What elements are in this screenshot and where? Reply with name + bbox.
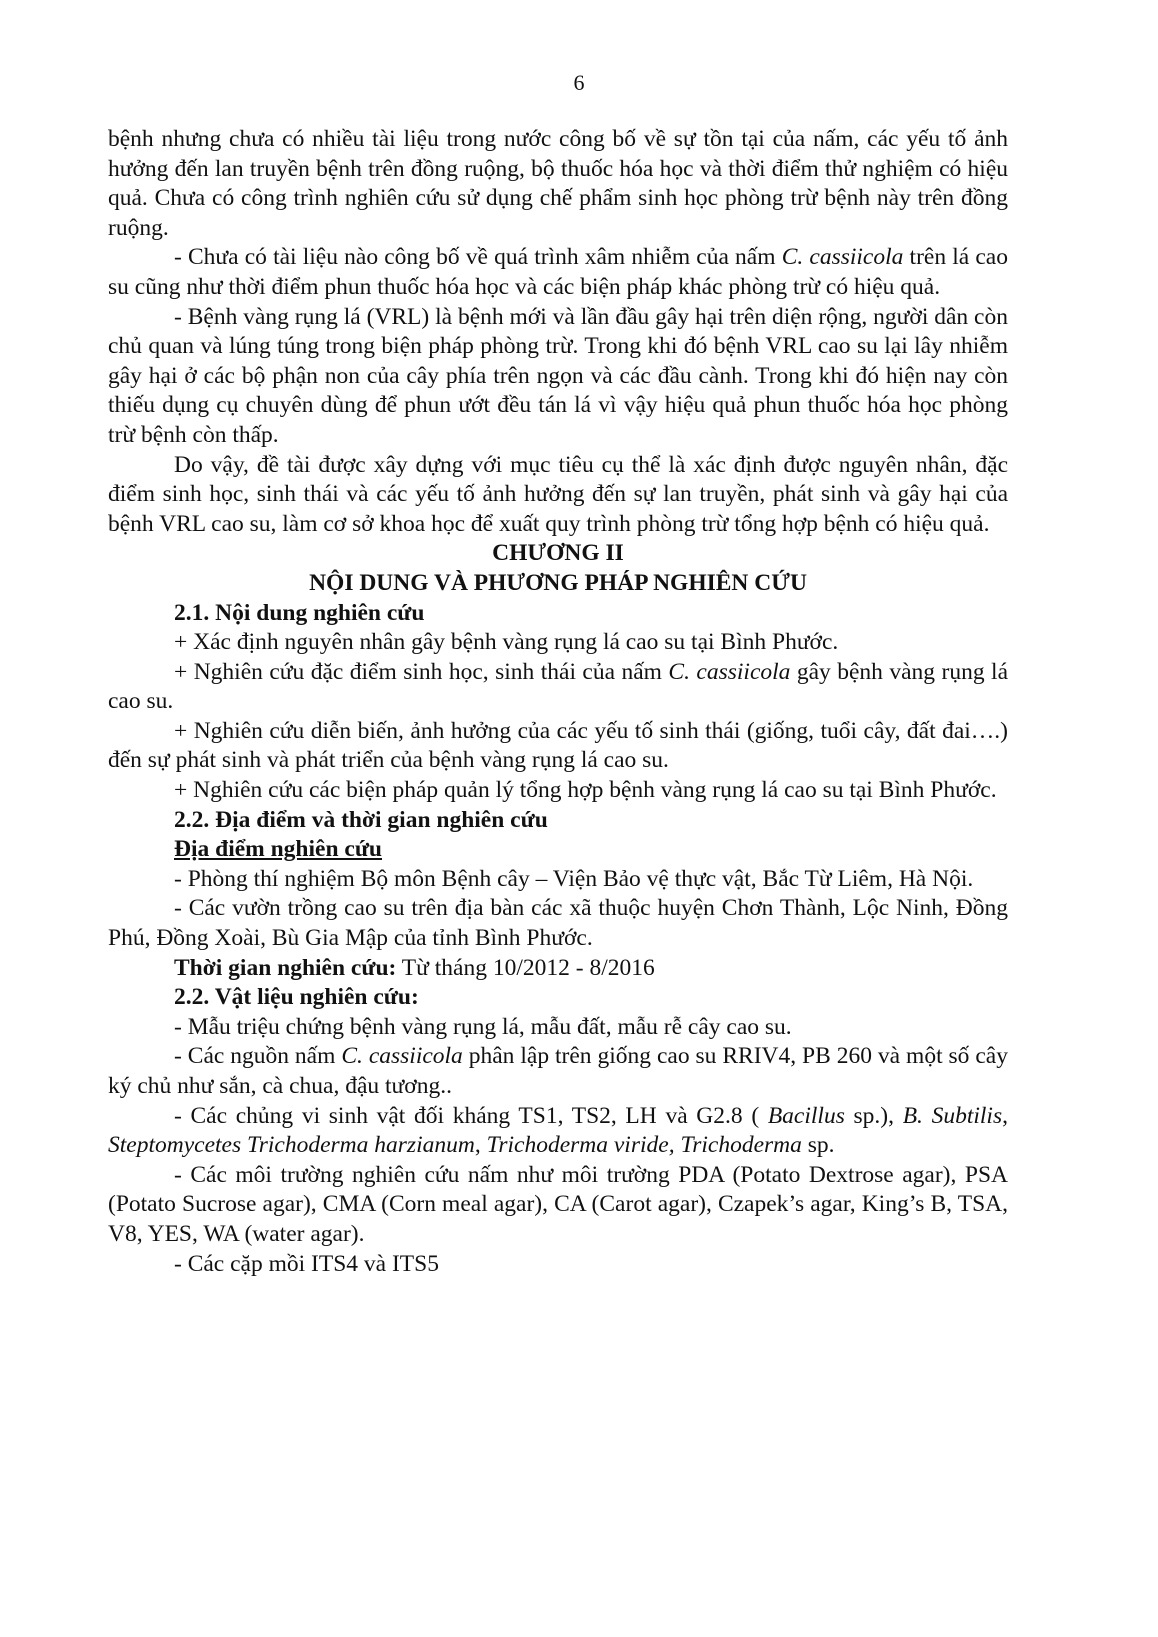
list-item: + Nghiên cứu diễn biến, ảnh hưởng của các yếu tố sinh thái (giống, tuổi cây, đất đai….) đến sự phát sinh và phát triển của bệnh vàng rụng lá cao su. — [108, 717, 1008, 774]
subsection-heading: Địa điểm nghiên cứu — [174, 836, 383, 863]
species-name: Bacillus — [767, 1102, 845, 1129]
list-item — [108, 658, 1008, 717]
text-run: gây bệnh vàng rụng lá cao su. — [108, 658, 1008, 715]
time-value: Từ tháng 10/2012 - 8/2016 — [396, 954, 655, 981]
text-run: , — [1002, 1102, 1008, 1129]
species-name: Trichoderma viride, Trichoderma — [486, 1132, 802, 1159]
text-run: sp. — [801, 1132, 835, 1159]
paragraph: bệnh nhưng chưa có nhiều tài liệu trong nước công bố về sự tồn tại của nấm, các yếu tố ảnh hưởng đến lan truyền bệnh trên đồng ruộng, bộ thuốc hóa học và thời điểm thử nghiệm có hiệu quả. Chưa có công trình nghiên cứu sử dụng chế phẩm sinh học phòng trừ bệnh này trên đồng ruộng. — [108, 126, 1008, 241]
chapter-title: NỘI DUNG VÀ PHƯƠNG PHÁP NGHIÊN CỨU — [309, 569, 807, 596]
text-run: , — [474, 1132, 487, 1159]
time-label: Thời gian nghiên cứu: — [174, 954, 397, 981]
list-item: + Xác định nguyên nhân gây bệnh vàng rụng lá cao su tại Bình Phước. — [174, 629, 839, 656]
list-item: - Mẫu triệu chứng bệnh vàng rụng lá, mẫu đất, mẫu rễ cây cao su. — [174, 1013, 792, 1040]
text-run: trên lá cao su cũng như thời điểm phun thuốc hóa học và các biện pháp khác phòng trừ có hiệu quả. — [108, 244, 1008, 300]
text-run: + Nghiên cứu đặc điểm sinh học, sinh thái của nấm — [174, 658, 669, 685]
paragraph: Do vậy, đề tài được xây dựng với mục tiêu cụ thể là xác định được nguyên nhân, đặc điểm sinh học, sinh thái và các yếu tố ảnh hưởng đến sự lan truyền, phát sinh và gây hại của bệnh VRL cao su, làm cơ sở khoa học để xuất quy trình phòng trừ tổng hợp bệnh có hiệu quả. — [108, 451, 1008, 537]
list-item — [108, 1102, 1008, 1161]
list-item: - Các môi trường nghiên cứu nấm như môi trường PDA (Potato Dextrose agar), PSA (Potato Sucrose agar), CMA (Corn meal agar), CA (Carot agar), Czapek’s agar, King’s B, TSA, V8, YES, WA (water agar). — [108, 1161, 1008, 1247]
species-name: C. cassiicola — [668, 658, 791, 685]
paragraph: - Bệnh vàng rụng lá (VRL) là bệnh mới và lần đầu gây hại trên diện rộng, người dân còn chủ quan và lúng túng trong biện pháp phòng trừ. Trong khi đó bệnh VRL cao su lại lây nhiễm gây hại ở các bộ phận non của cây phía trên ngọn và các đầu cành. Trong khi đó hiện nay còn thiếu dụng cụ chuyên dùng để phun ướt đều tán lá vì vậy hiệu quả phun thuốc hóa học phòng trừ bệnh còn thấp. — [108, 303, 1008, 448]
text-run: - Chưa có tài liệu nào công bố về quá trình xâm nhiễm của nấm — [174, 244, 782, 271]
text-run: sp.), — [844, 1102, 903, 1129]
list-item: - Các cặp mồi ITS4 và ITS5 — [174, 1250, 439, 1277]
page-number: 6 — [573, 70, 585, 95]
research-time — [108, 954, 1008, 984]
chapter-label: CHƯƠNG II — [492, 540, 624, 567]
section-heading: 2.1. Nội dung nghiên cứu — [174, 599, 425, 626]
list-item: - Phòng thí nghiệm Bộ môn Bệnh cây – Viện Bảo vệ thực vật, Bắc Từ Liêm, Hà Nội. — [174, 865, 974, 892]
species-name: Steptomycetes Trichoderma harzianum — [108, 1132, 475, 1159]
list-item: + Nghiên cứu các biện pháp quản lý tổng hợp bệnh vàng rụng lá cao su tại Bình Phước. — [174, 777, 997, 804]
section-heading: 2.2. Vật liệu nghiên cứu: — [174, 984, 419, 1011]
paragraph — [108, 243, 1008, 302]
page-body — [108, 125, 1008, 1279]
species-name: B. Subtilis — [902, 1102, 1003, 1129]
list-item — [108, 1042, 1008, 1101]
species-name: C. cassiicola — [341, 1043, 463, 1070]
list-item: - Các vườn trồng cao su trên địa bàn các xã thuộc huyện Chơn Thành, Lộc Ninh, Đồng Phú, Đồng Xoài, Bù Gia Mập của tỉnh Bình Phước. — [108, 895, 1008, 952]
species-name: C. cassiicola — [781, 244, 904, 271]
text-run: phân lập trên giống cao su RRIV4, PB 260 và một số cây ký chủ như sắn, cà chua, đậu tương.. — [108, 1043, 1008, 1099]
text-run: - Các nguồn nấm — [174, 1043, 342, 1070]
section-heading: 2.2. Địa điểm và thời gian nghiên cứu — [174, 806, 548, 833]
text-run: - Các chủng vi sinh vật đối kháng TS1, TS2, LH và G2.8 ( — [174, 1102, 768, 1129]
